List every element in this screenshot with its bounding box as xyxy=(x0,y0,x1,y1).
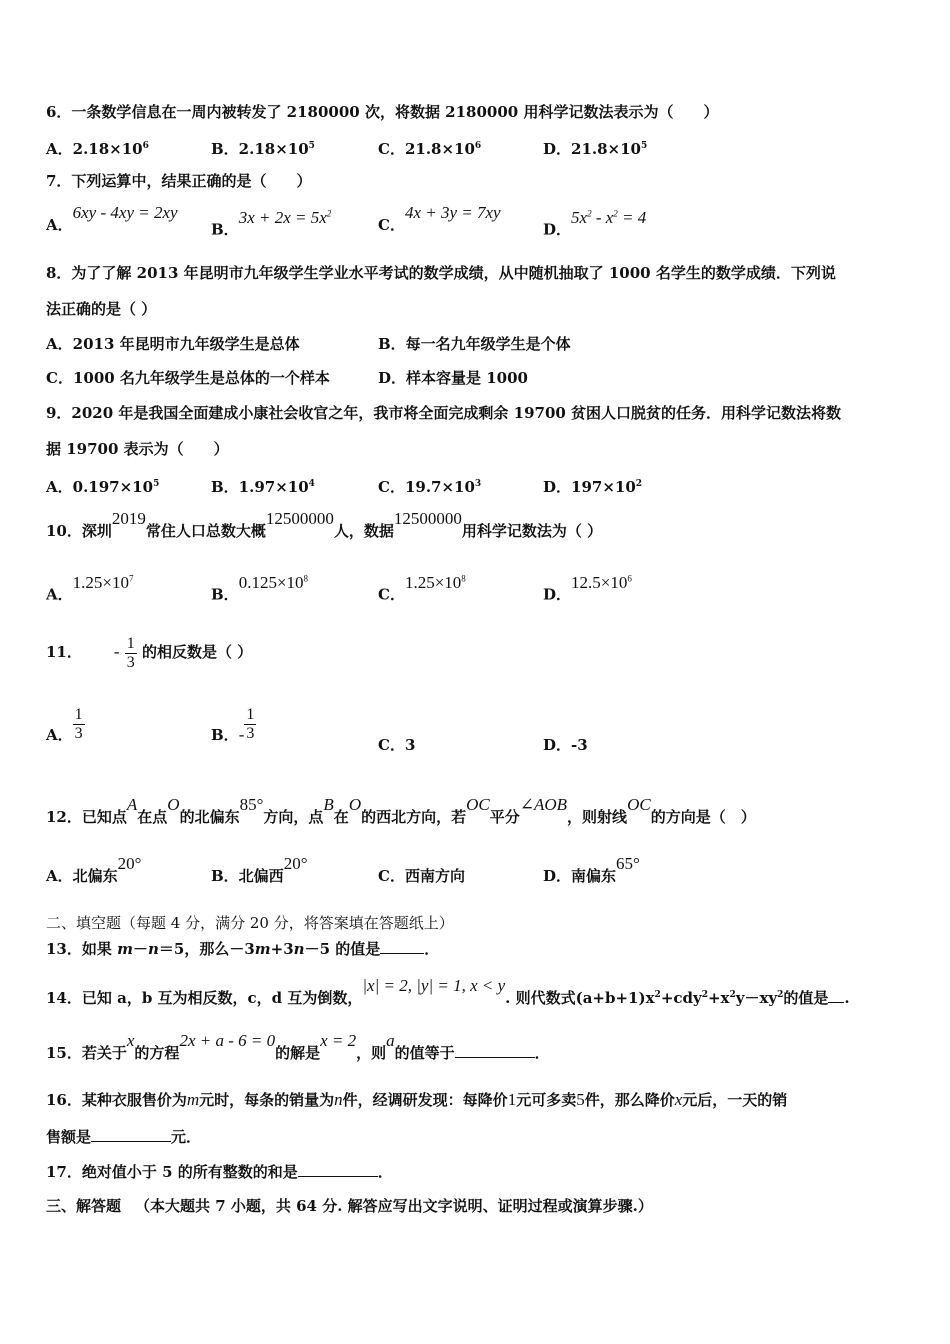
q7-option-b: B．$3x + 2x = 5x^2$ xyxy=(211,207,332,239)
q16-stem-line1: 16．某种衣服售价为m元时，每条的销量为n件，经调研发现：每降价1元可多卖5件，那么降价x元后，一天的销 xyxy=(46,1090,788,1109)
q7-stem: 7．下列运算中，结果正确的是（ ） xyxy=(46,172,312,190)
q13-answer-blank[interactable] xyxy=(380,953,424,954)
q8-stem-line2: 法正确的是（ ） xyxy=(46,300,157,318)
q9-option-c: C．$19.7\times 10^3$ xyxy=(378,478,482,496)
q15-stem: 15．若关于x的方程2x + a - 6 = 0的解是x = 2，则a的值等于 ． xyxy=(46,1031,550,1062)
q7-option-a: A．6xy - 4xy = 2xy xyxy=(46,203,178,234)
section-2-heading: 二、填空题（每题 4 分，满分 20 分，将答案填在答题纸上） xyxy=(46,914,454,932)
q8-option-d: D．样本容量是 1000 xyxy=(378,369,528,387)
q10-option-b: B．$0.125\times 10^8$ xyxy=(211,572,309,604)
q12-option-c: C．西南方向 xyxy=(378,867,465,885)
q8-option-a: A．2013 年昆明市九年级学生是总体 xyxy=(46,335,300,353)
q6-option-b: B．$2.18\times 10^5$ xyxy=(211,140,315,158)
q6-option-d: D．$21.8\times 10^5$ xyxy=(543,140,648,158)
q6-stem: 6．一条数学信息在一周内被转发了 2180000 次，将数据 2180000 用科学记数法表示为（ ） xyxy=(46,103,719,121)
section-3-heading: 三、解答题 （本大题共 7 小题，共 64 分. 解答应写出文字说明、证明过程或演算步骤.） xyxy=(46,1197,653,1215)
q8-option-c: C．1000 名九年级学生是总体的一个样本 xyxy=(46,369,330,387)
q10-stem: 10．深圳2019常住人口总数大概12500000人，数据12500000用科学记数法为（ ） xyxy=(46,509,603,540)
q10-option-d: D．$12.5\times 10^6$ xyxy=(543,572,632,604)
q7-option-c: C．4x + 3y = 7xy xyxy=(378,203,501,234)
q9-option-a: A．$0.197\times 10^5$ xyxy=(46,478,160,496)
q12-stem: 12．已知点A在点O的北偏东85°方向，点B在O的西北方向，若OC平分∠AOB，则射线OC的方向是（ ） xyxy=(46,795,756,826)
q13-stem: 13．如果 m－n＝5，那么－3m+3n－5 的值是 ． xyxy=(46,940,440,958)
q11-stem: 11． - $\frac{1}{3}$ 的相反数是（ ） xyxy=(46,634,253,671)
q12-option-d: D．南偏东65° xyxy=(543,854,640,885)
q9-option-b: B．$1.97\times 10^4$ xyxy=(211,478,315,496)
q11-fraction: $\frac{1}{3}$ xyxy=(126,634,135,671)
q11-option-a: A． $\frac{1}{3}$ xyxy=(46,705,83,744)
q6-option-a: A．$2.18\times 10^6$ xyxy=(46,140,149,158)
q7-option-d: D．$5x^2 - x^2 = 4$ xyxy=(543,207,647,239)
q12-option-b: B．北偏西20° xyxy=(211,854,308,885)
q8-option-b: B．每一名九年级学生是个体 xyxy=(378,335,571,353)
q10-option-c: C．$1.25\times 10^8$ xyxy=(378,572,466,604)
q6-option-c: C．$21.8\times 10^6$ xyxy=(378,140,482,158)
q14-stem: 14．已知 a，b 互为相反数，c，d 互为倒数，|x| = 2, |y| = 1, x < y. 则代数式$(a+b+1)x^2+cdy^2+x^2y-xy^2$的值是 . xyxy=(46,976,850,1007)
q10-option-a: A．$1.25\times 10^7$ xyxy=(46,572,134,604)
q11-option-c: C．3 xyxy=(378,736,416,754)
q15-answer-blank[interactable] xyxy=(455,1057,535,1058)
q9-stem-line1: 9．2020 年是我国全面建成小康社会收官之年，我市将全面完成剩余 19700 贫困人口脱贫的任务．用科学记数法将数 xyxy=(46,404,842,422)
q11-option-d: D．-3 xyxy=(543,736,588,754)
q17-answer-blank[interactable] xyxy=(298,1176,378,1177)
q16-answer-blank[interactable] xyxy=(91,1141,171,1142)
q9-stem-line2: 据 19700 表示为（ ） xyxy=(46,440,229,458)
q16-stem-line2: 售额是 元． xyxy=(46,1128,202,1146)
q14-answer-blank[interactable] xyxy=(828,1002,844,1003)
q12-option-a: A．北偏东20° xyxy=(46,854,142,885)
q17-stem: 17．绝对值小于 5 的所有整数的和是 ． xyxy=(46,1163,393,1181)
q9-option-d: D．$197\times 10^2$ xyxy=(543,478,643,496)
q11-option-b: B．- $\frac{1}{3}$ xyxy=(211,705,255,744)
q8-stem-line1: 8．为了了解 2013 年昆明市九年级学生学业水平考试的数学成绩，从中随机抽取了 1000 名学生的数学成绩．下列说 xyxy=(46,264,836,282)
